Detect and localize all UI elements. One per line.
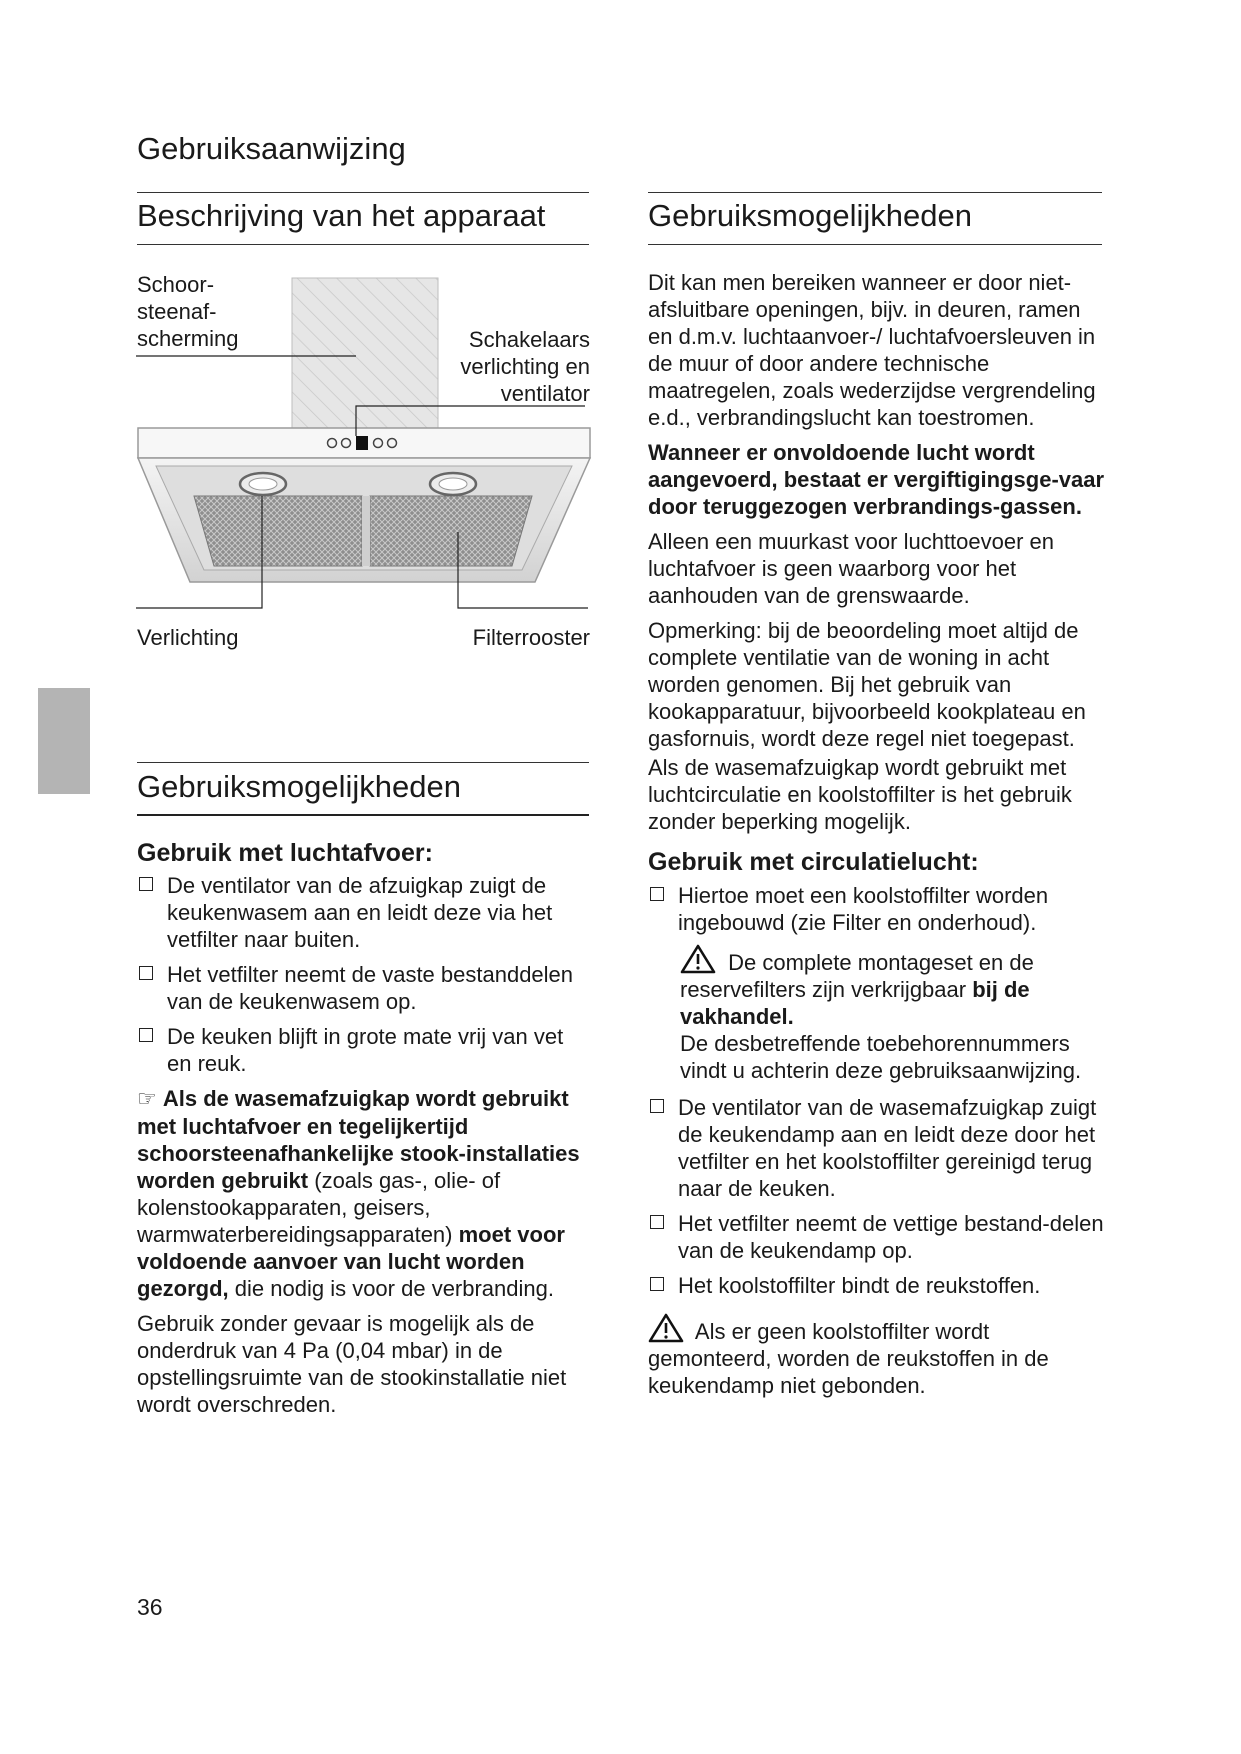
checkbox-bullet-icon <box>650 887 664 901</box>
label-switches: Schakelaars verlichting en ventilator <box>460 327 590 406</box>
paragraph-pressure: Gebruik zonder gevaar is mogelijk als de onderdruk van 4 Pa (0,04 mbar) in de opstellingsruimte van de stookinstallatie niet wordt overschreden. <box>137 1311 567 1417</box>
section2-bottom-rule <box>137 814 589 816</box>
right-section-title: Gebruiksmogelijkheden <box>648 198 972 233</box>
warning-triangle-icon <box>680 944 716 974</box>
page-number: 36 <box>137 1594 163 1620</box>
right-body <box>648 269 1106 1407</box>
cooker-hood-illustration <box>130 270 595 630</box>
page-title: Gebruiksaanwijzing <box>137 131 406 166</box>
section2-title: Gebruiksmogelijkheden <box>137 769 461 804</box>
label-lighting: Verlichting <box>137 625 239 650</box>
right-top-rule <box>648 192 1102 193</box>
checkbox-bullet-icon <box>650 1099 664 1113</box>
checkbox-bullet-icon <box>650 1215 664 1229</box>
section1-bottom-rule <box>137 244 589 245</box>
label-filter-grille: Filterrooster <box>472 625 590 650</box>
grease-filter-right <box>370 496 532 566</box>
note-chimney-installations: ☞ Als de wasemafzuigkap wordt gebruikt met luchtafvoer en tegelijkertijd schoorsteenafhankelijke stook-installaties worden gebruikt (zoals gas-, olie- of kolenstookapparaten, geisers, warmwaterbereidingsapparaten) moet voor voldoende aanvoer van lucht worden gezorgd, die nodig is voor de verbranding. <box>137 1086 580 1301</box>
section1-top-rule <box>137 192 589 193</box>
paragraph-warning-bold: Wanneer er onvoldoende lucht wordt aangevoerd, bestaat er vergiftigingsge-vaar door teruggezogen verbrandings-gassen. <box>648 440 1105 519</box>
label-chimney: Schoor- steenaf- scherming <box>137 272 239 351</box>
checkbox-bullet-icon <box>650 1277 664 1291</box>
list-item: De ventilator van de afzuigkap zuigt de keukenwasem aan en leidt deze via het vetfilter naar buiten. <box>137 872 592 953</box>
warning-montageset: De complete montageset en de reservefilters zijn verkrijgbaar bij de vakhandel. De desbetreffende toebehorennummers vindt u achterin deze gebruiksaanwijzing. <box>648 944 1106 1084</box>
warning-no-carbon-filter: Als er geen koolstoffilter wordt gemonteerd, worden de reukstoffen in de keukendamp niet gebonden. <box>648 1313 1106 1399</box>
paragraph-5: Als de wasemafzuigkap wordt gebruikt met luchtcirculatie en koolstoffilter is het gebruik zonder beperking mogelijk. <box>648 755 1072 834</box>
subheading-exhaust: Gebruik met luchtafvoer: <box>137 839 433 867</box>
list-item: De keuken blijft in grote mate vrij van vet en reuk. <box>137 1023 592 1077</box>
list-item: Het vetfilter neemt de vaste bestanddelen van de keukenwasem op. <box>137 961 592 1015</box>
list-item: De ventilator van de wasemafzuigkap zuigt de keukendamp aan en leidt deze door het vetfilter en het koolstoffilter gereinigd terug naar de keuken. <box>648 1094 1106 1202</box>
paragraph-note: Opmerking: bij de beoordeling moet altijd de complete ventilatie van de woning in acht worden genomen. Bij het gebruik van kookapparatuur, bijvoorbeeld kookplateau en gasfornuis, wordt deze regel niet toegepast. <box>648 618 1086 751</box>
paragraph-3: Alleen een muurkast voor luchttoevoer en luchtafvoer is geen waarborg voor het aanhouden van de grenswaarde. <box>648 529 1055 608</box>
section2-top-rule <box>137 762 589 763</box>
pointing-hand-icon: ☞ <box>137 1087 157 1112</box>
right-bottom-rule <box>648 244 1102 245</box>
side-tab-marker <box>38 688 90 794</box>
warning-triangle-icon <box>648 1313 684 1343</box>
checkbox-bullet-icon <box>139 877 153 891</box>
paragraph-1: Dit kan men bereiken wanneer er door niet-afsluitbare openingen, bijv. in deuren, ramen en d.m.v. luchtaanvoer-/ luchtafvoersleuven in de muur of door andere technische maatregelen, zoals wederzijdse vergrendeling e.d., verbrandingslucht kan toestromen. <box>648 270 1096 430</box>
list-item: Het vetfilter neemt de vettige bestand-delen van de keukendamp op. <box>648 1210 1106 1264</box>
checkbox-bullet-icon <box>139 1028 153 1042</box>
grease-filter-left <box>194 496 362 566</box>
list-item: Het koolstoffilter bindt de reukstoffen. <box>648 1272 1106 1299</box>
checkbox-bullet-icon <box>139 966 153 980</box>
section1-title: Beschrijving van het apparaat <box>137 198 546 233</box>
subheading-circulation: Gebruik met circulatielucht: <box>648 848 979 876</box>
left-body <box>137 839 592 1426</box>
list-item: Hiertoe moet een koolstoffilter worden ingebouwd (zie Filter en onderhoud). <box>648 882 1106 936</box>
